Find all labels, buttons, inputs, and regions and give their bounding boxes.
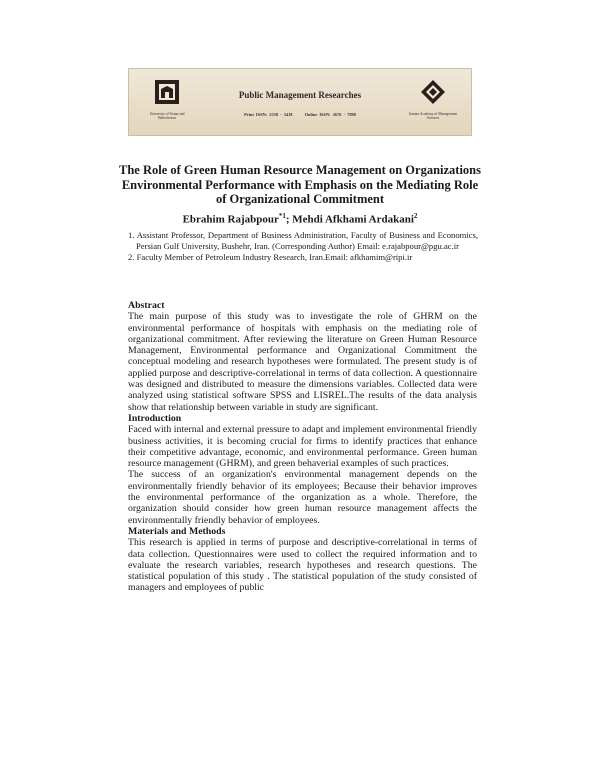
author-2: Mehdi Afkhami Ardakani xyxy=(292,213,414,226)
author-1-mark: *1 xyxy=(278,212,286,220)
author-line xyxy=(118,212,482,226)
affiliation-2: 2. Faculty Member of Petroleum Industry Research, Iran.Email: afkhamim@ripi.ir xyxy=(128,252,413,262)
abstract-heading: Abstract xyxy=(128,300,165,311)
article-title: The Role of Green Human Resource Management on Organizations Environmental Performance with Emphasis on the Mediating Role of Organizational Commitment xyxy=(118,163,481,206)
journal-banner xyxy=(128,68,472,136)
abstract-text: The main purpose of this study was to investigate the role of GHRM on the environmental performance of hospitals with emphasis on the mediating role of organizational commitment. After reviewing the literature on Green Human Resource Management, Environmental performance and Organizational Commitment the conceptual modeling and research hypotheses were formulated. The present study is of applied purpose and descriptive-correlational in terms of data collection. A questionnaire was designed and distributed to measure the dimensions variables. Collected data were analyzed using statistical software SPSS and LISREL.The results of the data analysis show that relationship between variable in study are significant. xyxy=(128,311,477,413)
methods-text: This research is applied in terms of purpose and descriptive-correlational in terms of data collection. Questionnaires were used to collect the required information and to evaluate the research variables, research hypotheses and research questions. The statistical population of this study . The statistical population of the study consisted of managers and employees of public xyxy=(128,537,477,594)
online-issn: Online ISSN: 2676 - 7880 xyxy=(304,112,356,117)
introduction-heading: Introduction xyxy=(128,412,182,424)
academy-logo xyxy=(407,79,459,120)
journal-title: Public Management Researches xyxy=(238,90,362,100)
academy-logo-caption: Iranian Academy of Management Sciences xyxy=(408,112,458,120)
print-issn: Print ISSN: 2538 - 3418 xyxy=(244,112,293,117)
article-body xyxy=(128,300,477,594)
affiliation-1: 1. Assistant Professor, Department of Business Administration, Faculty of Business and Economics, Persian Gulf University, Bushehr, Iran. (Corresponding Author) Email: e.rajabpour@pgu.ac.ir xyxy=(128,230,478,251)
methods-heading: Materials and Methods xyxy=(128,525,226,537)
author-2-mark: 2 xyxy=(413,212,418,220)
academy-emblem-icon xyxy=(420,79,446,105)
introduction-paragraph-1: Faced with internal and external pressure to adapt and implement environmental friendly business activities, it is becoming crucial for firms to identify practices that enhance their competitive advantage, economic, and environmental performance. Green human resource management (GHRM), and green behaverial examples of such practices. xyxy=(128,424,477,470)
introduction-paragraph-2: The success of an organization's environmental management depends on the environmentally friendly behavior of its employees; Because their behavior improves the environmental performance of the organization as a whole. Therefore, the organization should consider how green human resource management affects the environmentally friendly behavior of employees. xyxy=(128,469,477,526)
affiliations xyxy=(128,230,478,263)
university-logo-caption: University of Sistan and Baluchestan xyxy=(149,112,185,120)
author-separator: ; xyxy=(285,213,293,226)
author-1: Ebrahim Rajabpour xyxy=(182,213,279,226)
